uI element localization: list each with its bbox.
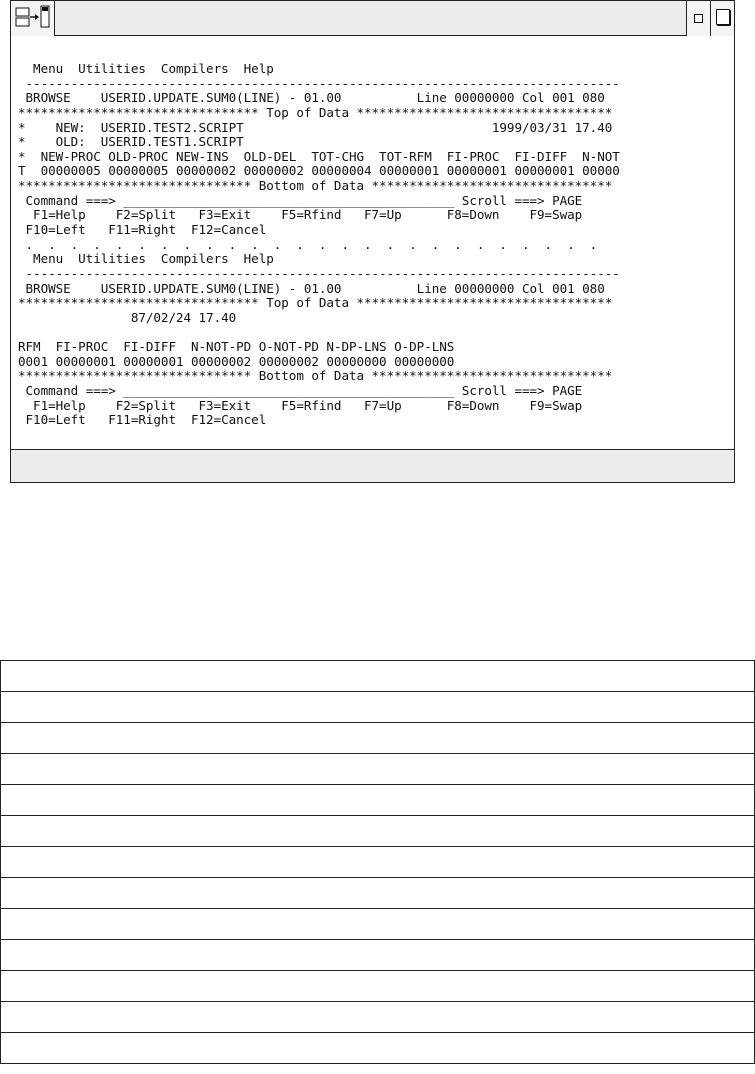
terminal-line: ******************************** Top of Data **********************************: [18, 105, 613, 120]
table-row: [0, 846, 755, 877]
table-row: [0, 753, 755, 784]
terminal-line: ******************************* Bottom of Data ********************************: [18, 369, 613, 384]
empty-table: [0, 660, 755, 1064]
window-system-menu-icon: [11, 1, 55, 36]
terminal-line: F10=Left F11=Right F12=Cancel: [18, 223, 267, 238]
terminal-line: 0001 00000001 00000001 00000002 00000002 00000000 00000000: [18, 354, 455, 369]
terminal-line: * OLD: USERID.TEST1.SCRIPT: [18, 135, 244, 150]
table-row: [0, 691, 755, 722]
terminal-line: -------------------------------------------------------------------------------: [18, 266, 620, 281]
terminal-line: F10=Left F11=Right F12=Cancel: [18, 413, 267, 428]
status-bar: [11, 449, 734, 482]
terminal-line: Menu Utilities Compilers Help: [18, 62, 274, 76]
terminal-line: * NEW-PROC OLD-PROC NEW-INS OLD-DEL TOT-CHG TOT-RFM FI-PROC FI-DIFF N-NOT: [18, 149, 620, 164]
table-row: [0, 939, 755, 970]
terminal-line: F1=Help F2=Split F3=Exit F5=Rfind F7=Up F8=Down F9=Swap: [18, 208, 583, 223]
terminal-line: * NEW: USERID.TEST2.SCRIPT 1999/03/31 17.40: [18, 120, 613, 135]
table-row: [0, 722, 755, 753]
terminal-line: Command ===> ____________________________________________ Scroll ===> PAGE: [18, 384, 583, 399]
terminal-line: T 00000005 00000005 00000002 00000002 00000004 00000001 00000001 00000001 00000: [18, 164, 620, 179]
maximize-button[interactable]: [710, 1, 734, 36]
terminal-line: ******************************** Top of Data **********************************: [18, 296, 613, 311]
system-menu-button[interactable]: [11, 1, 55, 36]
terminal-line: . . . . . . . . . . . . . . . . . . . . . . . . . .: [18, 237, 598, 252]
table-row: [0, 784, 755, 815]
terminal-line: F1=Help F2=Split F3=Exit F5=Rfind F7=Up F8=Down F9=Swap: [18, 398, 583, 413]
terminal-line: ******************************* Bottom of Data ********************************: [18, 179, 613, 194]
table-row: [0, 1032, 755, 1064]
table-row: [0, 970, 755, 1001]
terminal-screen: [18, 62, 718, 428]
terminal-line: BROWSE USERID.UPDATE.SUM0(LINE) - 01.00 Line 00000000 Col 001 080: [18, 281, 605, 296]
table-row: [0, 908, 755, 939]
terminal-line: Menu Utilities Compilers Help: [18, 252, 274, 267]
table-row: [0, 660, 755, 691]
terminal-line: [18, 326, 718, 341]
minimize-icon: [694, 14, 703, 23]
terminal-line: Command ===> ____________________________________________ Scroll ===> PAGE: [18, 193, 583, 208]
terminal-line: -------------------------------------------------------------------------------: [18, 76, 620, 91]
maximize-icon: [716, 9, 730, 25]
table-row: [0, 877, 755, 908]
title-bar: [11, 0, 734, 36]
terminal-line: BROWSE USERID.UPDATE.SUM0(LINE) - 01.00 Line 00000000 Col 001 080: [18, 91, 605, 106]
table-row: [0, 1001, 755, 1032]
terminal-line: RFM FI-PROC FI-DIFF N-NOT-PD O-NOT-PD N-DP-LNS O-DP-LNS: [18, 340, 455, 355]
terminal-line: 87/02/24 17.40: [18, 310, 237, 325]
table-row: [0, 815, 755, 846]
minimize-button[interactable]: [686, 1, 710, 36]
